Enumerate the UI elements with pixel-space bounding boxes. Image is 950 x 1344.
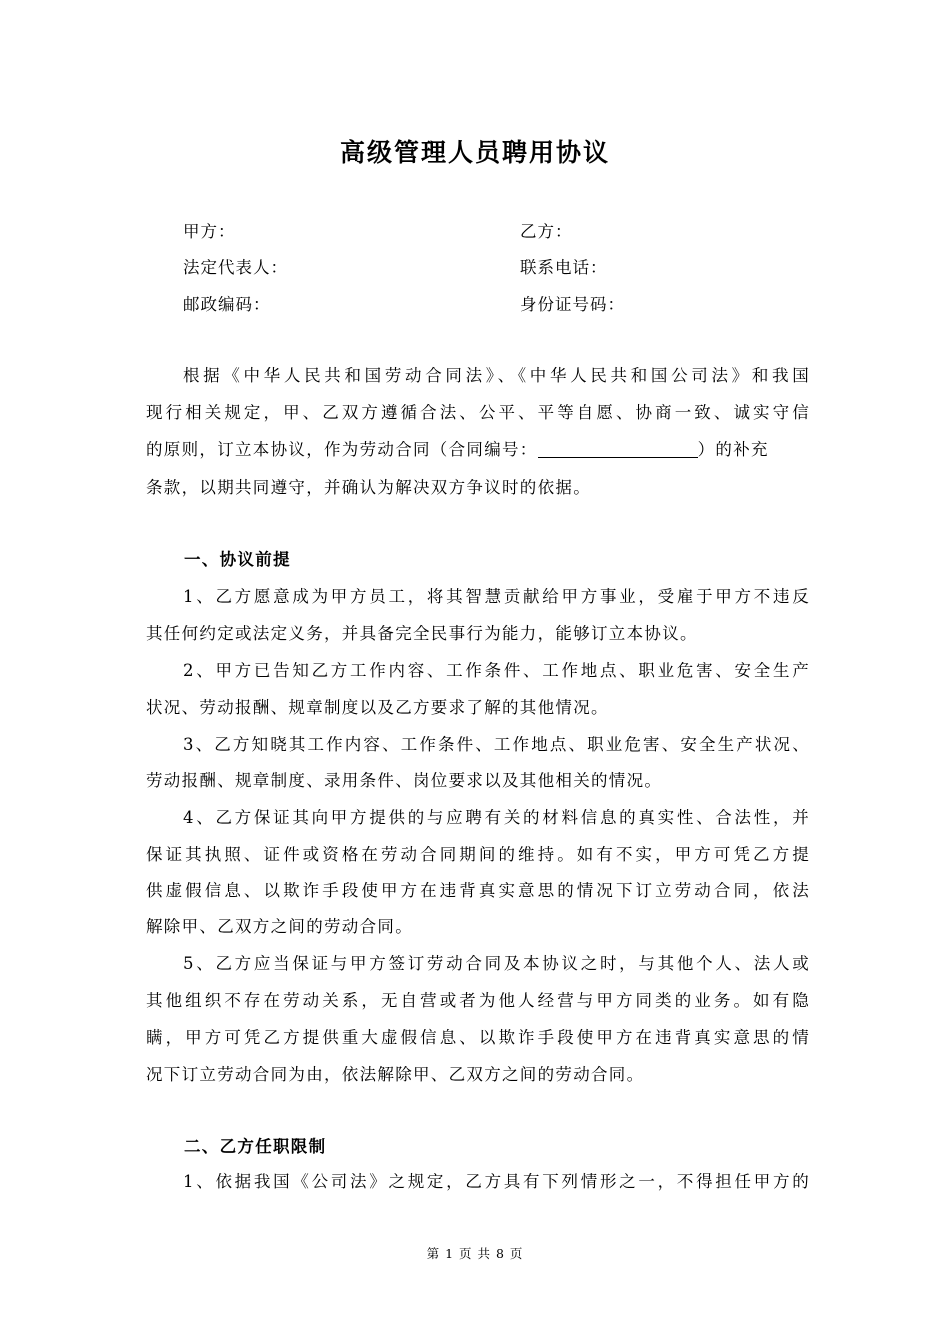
legal-rep-label: 法定代表人： bbox=[183, 258, 288, 277]
page-footer: 第 1 页 共 8 页 bbox=[426, 1246, 524, 1261]
paragraph-line: 解除甲、乙双方之间的劳动合同。 bbox=[146, 917, 413, 936]
paragraph-line: 其他组织不存在劳动关系，无自营或者为他人经营与甲方同类的业务。如有隐 bbox=[146, 991, 810, 1010]
postal-code-label: 邮政编码： bbox=[183, 295, 271, 314]
phone-label: 联系电话： bbox=[520, 258, 608, 277]
preamble-text: 的原则，订立本协议，作为劳动合同（合同编号： bbox=[146, 440, 538, 459]
paragraph-line: 1、乙方愿意成为甲方员工，将其智慧贡献给甲方事业，受雇于甲方不违反 bbox=[183, 587, 810, 606]
paragraph-line: 其任何约定或法定义务，并具备完全民事行为能力，能够订立本协议。 bbox=[146, 624, 698, 643]
paragraph-line: 瞒，甲方可凭乙方提供重大虚假信息、以欺诈手段使甲方在违背真实意思的情 bbox=[146, 1028, 810, 1047]
party-row-contacts bbox=[183, 254, 803, 278]
preamble-line: 现行相关规定，甲、乙双方遵循合法、公平、平等自愿、协商一致、诚实守信 bbox=[146, 403, 810, 422]
section-heading: 二、乙方任职限制 bbox=[184, 1137, 327, 1156]
party-row-names bbox=[183, 218, 803, 242]
paragraph-line: 状况、劳动报酬、规章制度以及乙方要求了解的其他情况。 bbox=[146, 698, 609, 717]
party-row-ids bbox=[183, 291, 803, 315]
party-a-label: 甲方： bbox=[183, 222, 236, 241]
party-b-label: 乙方： bbox=[520, 222, 573, 241]
paragraph-line: 2、甲方已告知乙方工作内容、工作条件、工作地点、职业危害、安全生产 bbox=[183, 661, 810, 680]
preamble-line: 根据《中华人民共和国劳动合同法》、《中华人民共和国公司法》和我国 bbox=[183, 366, 810, 385]
preamble-line: 条款，以期共同遵守，并确认为解决双方争议时的依据。 bbox=[146, 478, 591, 497]
id-number-label: 身份证号码： bbox=[520, 295, 625, 314]
preamble-line-contract-number bbox=[146, 436, 810, 460]
paragraph-line: 供虚假信息、以欺诈手段使甲方在违背真实意思的情况下订立劳动合同，依法 bbox=[146, 881, 810, 900]
paragraph-line: 3、乙方知晓其工作内容、工作条件、工作地点、职业危害、安全生产状况、 bbox=[183, 735, 810, 754]
preamble-text: ）的补充 bbox=[697, 440, 769, 459]
paragraph-line: 况下订立劳动合同为由，依法解除甲、乙双方之间的劳动合同。 bbox=[146, 1065, 645, 1084]
paragraph-line: 劳动报酬、规章制度、录用条件、岗位要求以及其他相关的情况。 bbox=[146, 771, 663, 790]
paragraph-line: 1、依据我国《公司法》之规定，乙方具有下列情形之一，不得担任甲方的 bbox=[183, 1172, 810, 1191]
section-heading: 一、协议前提 bbox=[184, 550, 291, 569]
paragraph-line: 保证其执照、证件或资格在劳动合同期间的维持。如有不实，甲方可凭乙方提 bbox=[146, 845, 810, 864]
document-title: 高级管理人员聘用协议 bbox=[339, 138, 610, 167]
contract-number-blank bbox=[538, 441, 698, 458]
paragraph-line: 4、乙方保证其向甲方提供的与应聘有关的材料信息的真实性、合法性，并 bbox=[183, 808, 810, 827]
paragraph-line: 5、乙方应当保证与甲方签订劳动合同及本协议之时，与其他个人、法人或 bbox=[183, 954, 810, 973]
